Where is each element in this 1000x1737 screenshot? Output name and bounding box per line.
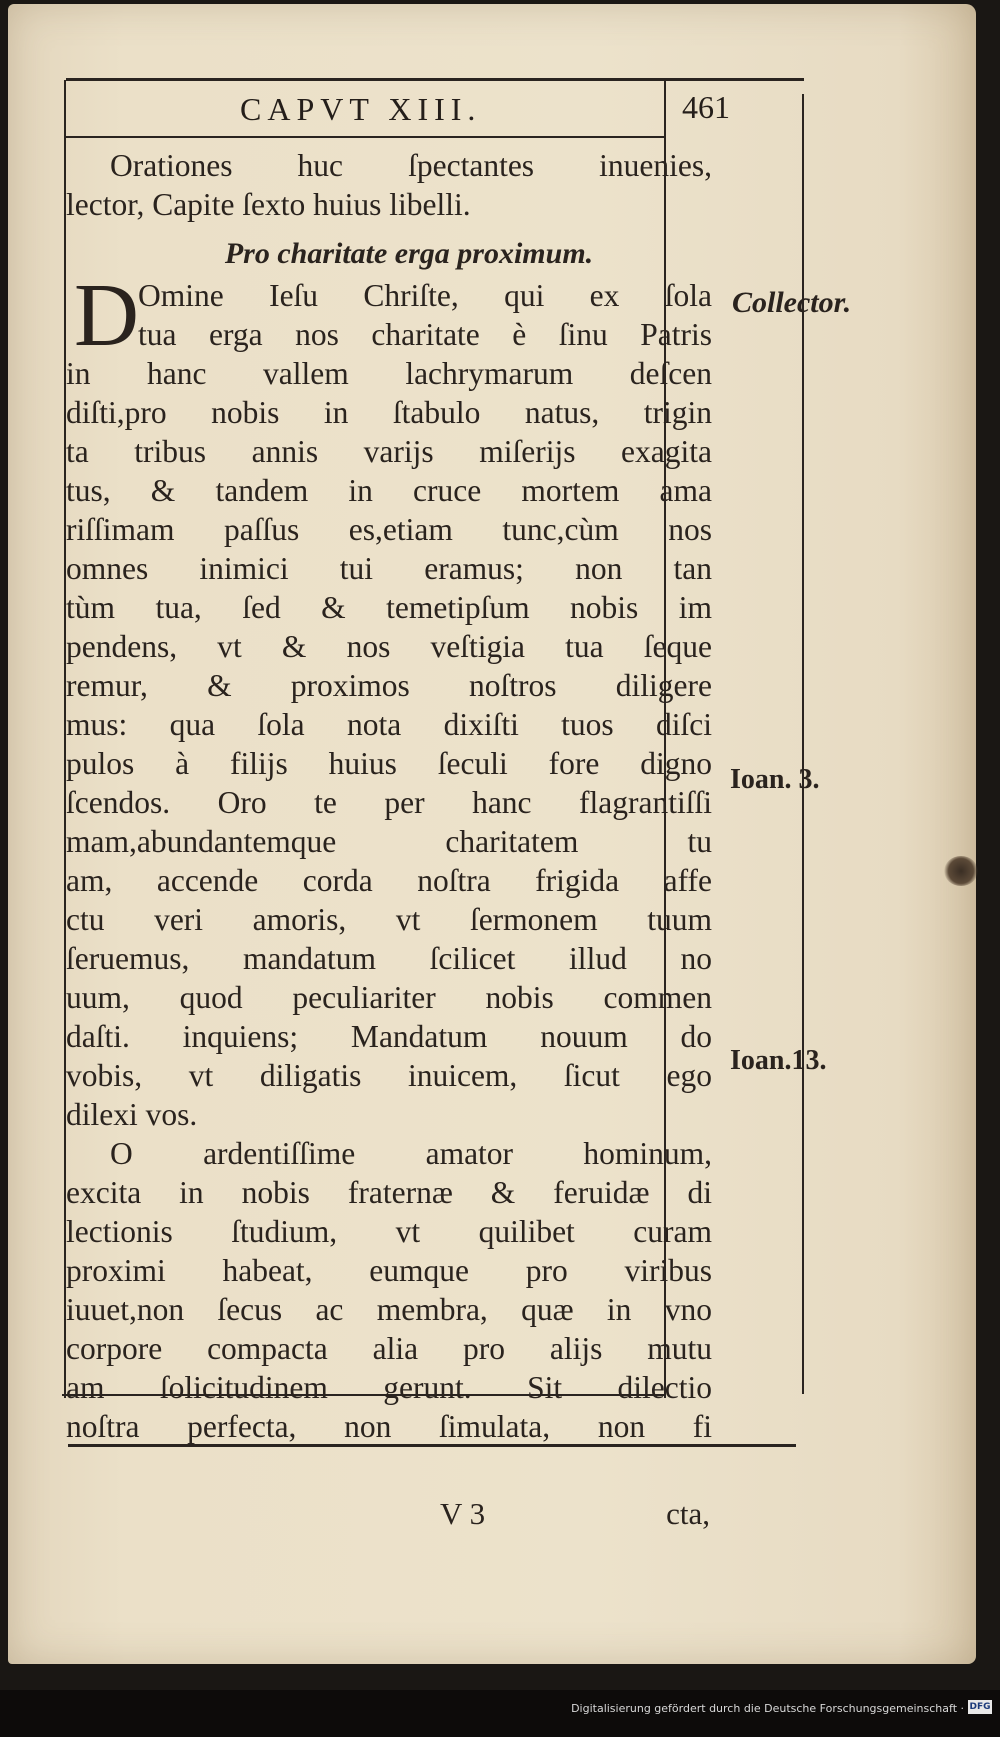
running-header — [70, 85, 730, 137]
section-heading: Pro charitate erga proximum. — [224, 237, 594, 270]
text-line: noſtra perfecta, non ſimulata, non fi — [66, 1409, 712, 1444]
text-line: tua erga nos charitate è ſinu Patris — [138, 317, 712, 352]
text-line: omnes inimici tui eramus; non tan — [66, 551, 712, 586]
text-line: proximi habeat, eumque pro viribus — [66, 1253, 712, 1288]
text-line: dilexi vos. — [66, 1097, 198, 1132]
text-line: iuuet,non ſecus ac membra, quæ in vno — [66, 1292, 712, 1327]
text-line: Omine Ieſu Chriſte, qui ex ſola — [138, 278, 712, 313]
margin-note-ioan13: Ioan.13. — [730, 1045, 827, 1076]
text-line: mam,abundantemque charitatem tu — [66, 824, 712, 859]
credit-bar — [0, 1690, 1000, 1737]
text-line: riſſimam paſſus es,etiam tunc,cùm nos — [66, 512, 712, 547]
text-line: pulos à filijs huius ſeculi fore digno — [66, 746, 712, 781]
dfg-logo-icon: DFG — [969, 1702, 991, 1712]
text-line: mus: qua ſola nota dixiſti tuos diſci — [66, 707, 712, 742]
text-line: vobis, vt diligatis inuicem, ſicut ego — [66, 1058, 712, 1093]
text-line: ctu veri amoris, vt ſermonem tuum — [66, 902, 712, 937]
text-line: am ſolicitudinem gerunt. Sit dilectio — [66, 1370, 712, 1405]
text-line: diſti,pro nobis in ſtabulo natus, trigin — [66, 395, 712, 430]
signature-mark: V 3 — [440, 1496, 486, 1531]
text-line: excita in nobis fraternæ & feruidæ di — [66, 1175, 712, 1210]
margin-note-collector: Collector. — [732, 286, 852, 319]
page-footer — [60, 1496, 710, 1540]
text-line: corpore compacta alia pro alijs mutu — [66, 1331, 712, 1366]
page-number: 461 — [682, 89, 730, 125]
header-rule-top — [66, 78, 804, 81]
drop-capital: D — [74, 266, 139, 365]
text-line: tus, & tandem in cruce mortem ama — [66, 473, 712, 508]
text-line: tùm tua, ſed & temetipſum nobis im — [66, 590, 712, 625]
chapter-title: CAPVT XIII. — [240, 91, 482, 127]
text-line: lector, Capite ſexto huius libelli. — [66, 187, 471, 222]
text-line: uum, quod peculiariter nobis commen — [66, 980, 712, 1015]
text-line: daſti. inquiens; Mandatum nouum do — [66, 1019, 712, 1054]
text-line: O ardentiſſime amator hominum, — [110, 1136, 712, 1171]
digitization-credit: Digitalisierung gefördert durch die Deutsche Forschungsgemeinschaft · — [571, 1702, 964, 1715]
text-line: pendens, vt & nos veſtigia tua ſeque — [66, 629, 712, 664]
text-line: Orationes huc ſpectantes inuenies, — [110, 148, 712, 183]
text-line: lectionis ſtudium, vt quilibet curam — [66, 1214, 712, 1249]
main-text-block — [66, 146, 712, 1446]
margin-note-ioan3: Ioan. 3. — [730, 764, 820, 795]
text-line: in hanc vallem lachrymarum deſcen — [66, 356, 712, 391]
text-line: am, accende corda noſtra frigida affe — [66, 863, 712, 898]
page-stain — [944, 856, 978, 886]
catchword: cta, — [666, 1496, 710, 1531]
dropcap-paragraph — [66, 266, 712, 365]
text-line: remur, & proximos noſtros diligere — [66, 668, 712, 703]
text-line: ſeruemus, mandatum ſcilicet illud no — [66, 941, 712, 976]
text-line: ta tribus annis varijs miſerijs exagita — [66, 434, 712, 469]
text-line: ſcendos. Oro te per hanc flagrantiſſi — [66, 785, 712, 820]
